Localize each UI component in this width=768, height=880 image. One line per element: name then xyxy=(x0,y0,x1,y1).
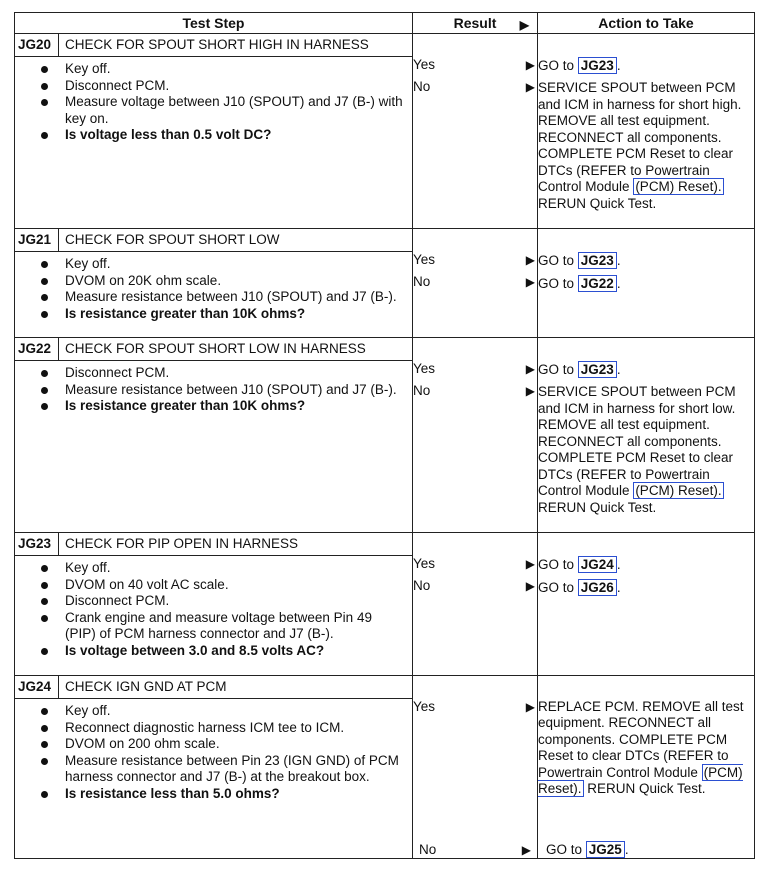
result-cell xyxy=(413,361,538,533)
instruction-item: Disconnect PCM. xyxy=(65,78,406,95)
action-cell xyxy=(538,699,755,859)
result-yes: Yes xyxy=(413,360,436,376)
result-no: No xyxy=(413,274,431,289)
arrow-right-icon: ▶ xyxy=(525,384,535,398)
arrow-right-icon: ▶ xyxy=(525,579,535,593)
action-no: SERVICE SPOUT between PCM and ICM in harness for short low. REMOVE all test equipment. RECONNECT all components. COMPLETE PCM Reset to clear DTCs (REFER to Powertrain Control Module (PCM) Reset). RERUN Quick Test. xyxy=(538,384,736,515)
step-header-row xyxy=(15,533,755,556)
pcm-reset-link[interactable]: (PCM) Reset). xyxy=(635,179,722,194)
step-id: JG23 xyxy=(15,533,59,555)
action-cell xyxy=(538,556,755,676)
action-yes: GO to JG24 . xyxy=(538,556,621,572)
step-question: Is voltage less than 0.5 volt DC? xyxy=(65,127,406,144)
step-title: CHECK FOR SPOUT SHORT LOW IN HARNESS xyxy=(65,341,366,356)
arrow-right-icon: ▶ xyxy=(525,57,535,72)
table-header-row xyxy=(15,13,755,34)
result-cell xyxy=(413,57,538,229)
step-body-row xyxy=(15,699,755,859)
step-title: CHECK IGN GND AT PCM xyxy=(65,679,227,694)
action-no: GO to JG26 . xyxy=(538,580,621,595)
action-cell xyxy=(538,57,755,229)
instruction-item: Key off. xyxy=(65,560,406,577)
instruction-item: Reconnect diagnostic harness ICM tee to ICM. xyxy=(65,720,406,737)
step-header-row xyxy=(15,676,755,699)
step-id: JG22 xyxy=(15,338,59,360)
goto-link[interactable]: JG23 xyxy=(578,361,617,378)
step-title: CHECK FOR PIP OPEN IN HARNESS xyxy=(65,536,299,551)
result-no: No xyxy=(419,841,437,857)
arrow-right-icon: ▶ xyxy=(525,361,535,376)
step-header-row xyxy=(15,34,755,57)
arrow-right-icon: ▶ xyxy=(525,556,535,571)
arrow-right-icon: ▶ xyxy=(525,275,535,289)
pcm-reset-link[interactable]: (PCM) Reset). xyxy=(538,764,743,796)
action-no: SERVICE SPOUT between PCM and ICM in harness for short high. REMOVE all test equipment. RECONNECT all components. COMPLETE PCM Reset to clear DTCs (REFER to Powertrain Control Module (PCM) Reset). RERUN Quick Test. xyxy=(538,80,742,211)
step-header xyxy=(15,533,413,556)
step-header-row xyxy=(15,229,755,252)
arrow-right-icon: ▶ xyxy=(525,252,535,267)
step-instructions xyxy=(15,699,413,859)
instruction-item: DVOM on 40 volt AC scale. xyxy=(65,577,406,594)
action-yes: GO to JG23 . xyxy=(538,57,621,73)
instruction-item: Measure voltage between J10 (SPOUT) and J7 (B-) with key on. xyxy=(65,94,406,127)
goto-link[interactable]: JG24 xyxy=(578,556,617,573)
step-id: JG20 xyxy=(15,34,59,56)
result-cell xyxy=(413,699,538,859)
step-title: CHECK FOR SPOUT SHORT LOW xyxy=(65,232,280,247)
arrow-right-icon: ▶ xyxy=(521,842,531,857)
arrow-right-icon: ▶ xyxy=(519,18,529,32)
result-yes: Yes xyxy=(413,251,436,267)
step-body-row xyxy=(15,252,755,338)
step-question: Is voltage between 3.0 and 8.5 volts AC? xyxy=(65,643,406,660)
step-header xyxy=(15,676,413,699)
goto-link[interactable]: JG25 xyxy=(586,841,625,858)
step-body-row xyxy=(15,57,755,229)
step-header-row xyxy=(15,338,755,361)
header-test-step: Test Step xyxy=(15,13,413,34)
step-header xyxy=(15,229,413,252)
pcm-reset-link[interactable]: (PCM) Reset). xyxy=(635,483,722,498)
action-yes: REPLACE PCM. REMOVE all test equipment. RECONNECT all components. COMPLETE PCM Reset to clear DTCs (REFER to Powertrain Control Module (PCM) Reset). RERUN Quick Test. xyxy=(538,698,744,796)
result-yes: Yes xyxy=(413,56,436,72)
instruction-item: Crank engine and measure voltage between Pin 49 (PIP) of PCM harness connector and J7 (B-). xyxy=(65,610,406,643)
step-id: JG24 xyxy=(15,676,59,698)
instruction-item: Measure resistance between J10 (SPOUT) and J7 (B-). xyxy=(65,382,406,399)
instruction-item: Disconnect PCM. xyxy=(65,365,406,382)
result-yes: Yes xyxy=(413,698,436,714)
instruction-item: DVOM on 200 ohm scale. xyxy=(65,736,406,753)
action-yes: GO to JG23 . xyxy=(538,361,621,377)
step-header xyxy=(15,34,413,57)
instruction-item: DVOM on 20K ohm scale. xyxy=(65,273,406,290)
arrow-right-icon: ▶ xyxy=(525,699,535,714)
header-result: Result ▶ xyxy=(413,13,538,34)
step-instructions xyxy=(15,361,413,533)
instruction-item: Key off. xyxy=(65,256,406,273)
result-yes: Yes xyxy=(413,555,436,571)
instruction-item: Measure resistance between Pin 23 (IGN GND) of PCM harness connector and J7 (B-) at the breakout box. xyxy=(65,753,406,786)
goto-link[interactable]: JG22 xyxy=(578,275,617,292)
goto-link[interactable]: JG23 xyxy=(578,252,617,269)
step-instructions xyxy=(15,556,413,676)
instruction-item: Key off. xyxy=(65,61,406,78)
step-id: JG21 xyxy=(15,229,59,251)
action-no: GO to JG22 . xyxy=(538,276,621,291)
step-question: Is resistance greater than 10K ohms? xyxy=(65,306,406,323)
action-cell xyxy=(538,252,755,338)
pinpoint-test-table xyxy=(14,12,755,859)
instruction-item: Key off. xyxy=(65,703,406,720)
goto-link[interactable]: JG26 xyxy=(578,579,617,596)
step-header xyxy=(15,338,413,361)
step-question: Is resistance less than 5.0 ohms? xyxy=(65,786,406,803)
step-instructions xyxy=(15,57,413,229)
action-no: GO to JG25 . xyxy=(546,841,629,857)
step-title: CHECK FOR SPOUT SHORT HIGH IN HARNESS xyxy=(65,37,369,52)
action-cell xyxy=(538,361,755,533)
step-body-row xyxy=(15,556,755,676)
action-yes: GO to JG23 . xyxy=(538,252,621,268)
result-no: No xyxy=(413,578,431,593)
header-action: Action to Take xyxy=(538,13,755,34)
result-no: No xyxy=(413,383,431,398)
instruction-item: Measure resistance between J10 (SPOUT) and J7 (B-). xyxy=(65,289,406,306)
result-cell xyxy=(413,252,538,338)
instruction-item: Disconnect PCM. xyxy=(65,593,406,610)
step-instructions xyxy=(15,252,413,338)
step-question: Is resistance greater than 10K ohms? xyxy=(65,398,406,415)
result-cell xyxy=(413,556,538,676)
arrow-right-icon: ▶ xyxy=(525,80,535,94)
goto-link[interactable]: JG23 xyxy=(578,57,617,74)
step-body-row xyxy=(15,361,755,533)
result-no: No xyxy=(413,79,431,94)
